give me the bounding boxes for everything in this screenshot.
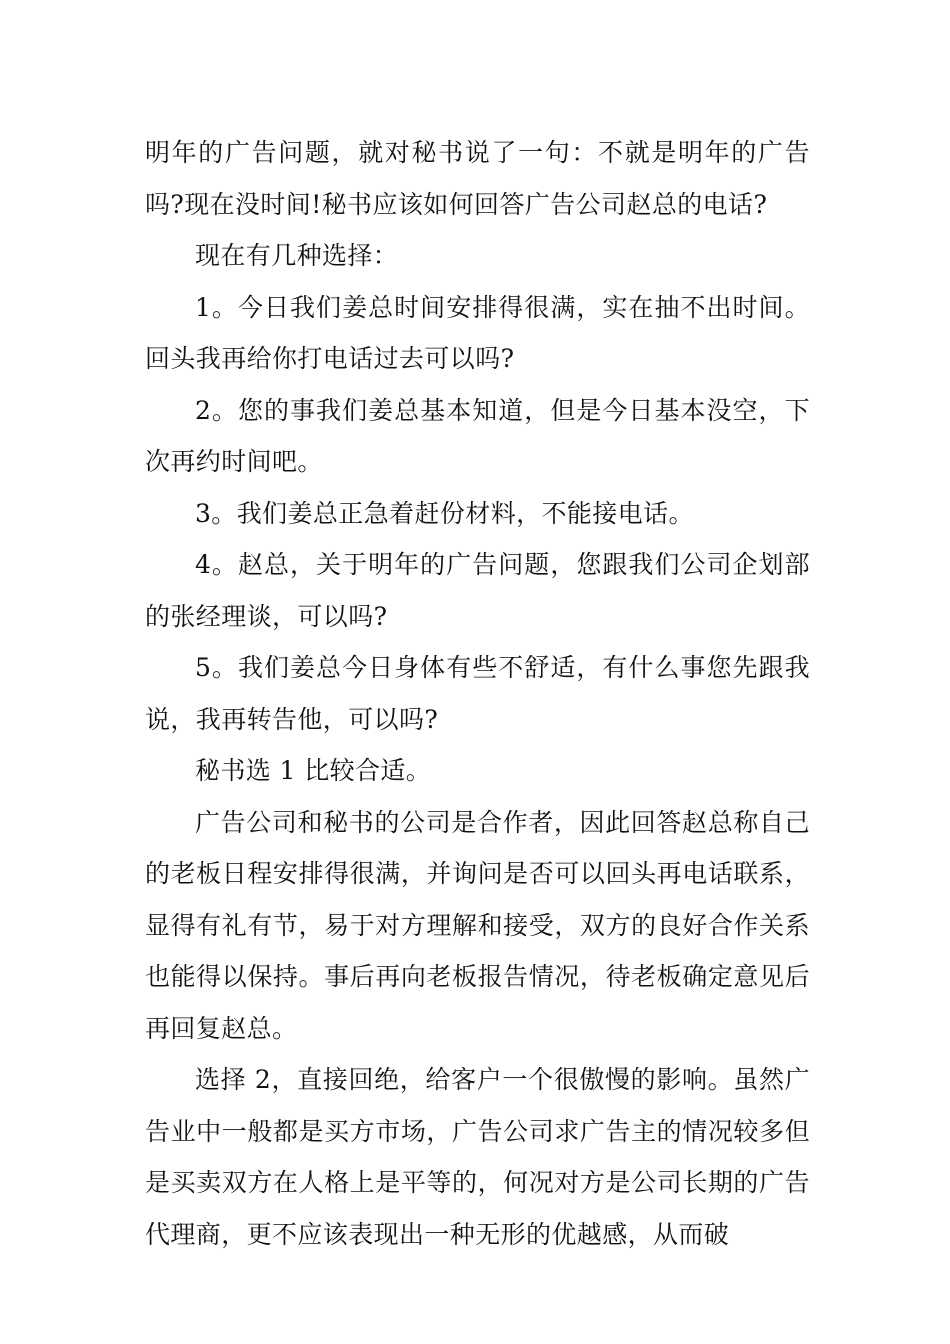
paragraph-explanation: 广告公司和秘书的公司是合作者，因此回答赵总称自己的老板日程安排得很满，并询问是否可以回头再电话联系，显得有礼有节，易于对方理解和接受，双方的良好合作关系也能得以保持。事后再向老板报告情况，待老板确定意见后再回复赵总。: [145, 807, 810, 1043]
document-body: [145, 127, 810, 1260]
paragraph-options-intro: 现在有几种选择：: [195, 241, 399, 270]
paragraph-option-2: 2。您的事我们姜总基本知道，但是今日基本没空，下次再约时间吧。: [145, 395, 810, 476]
paragraph-continuation: 明年的广告问题，就对秘书说了一句：不就是明年的广告吗?现在没时间!秘书应该如何回答广告公司赵总的电话?: [145, 138, 810, 219]
paragraph-option-4: 4。赵总，关于明年的广告问题，您跟我们公司企划部的张经理谈，可以吗?: [145, 550, 810, 631]
paragraph-option-2-analysis: 选择 2，直接回绝，给客户一个很傲慢的影响。虽然广告业中一般都是买方市场，广告公司求广告主的情况较多但是买卖双方在人格上是平等的，何况对方是公司长期的广告代理商，更不应该表现出一种无形的优越感，从而破: [145, 1065, 810, 1249]
paragraph-answer: 秘书选 1 比较合适。: [195, 756, 432, 785]
paragraph-option-5: 5。我们姜总今日身体有些不舒适，有什么事您先跟我说，我再转告他，可以吗?: [145, 653, 810, 734]
paragraph-option-3: 3。我们姜总正急着赶份材料，不能接电话。: [195, 498, 694, 528]
paragraph-option-1: 1。今日我们姜总时间安排得很满，实在抽不出时间。回头我再给你打电话过去可以吗?: [145, 292, 810, 373]
